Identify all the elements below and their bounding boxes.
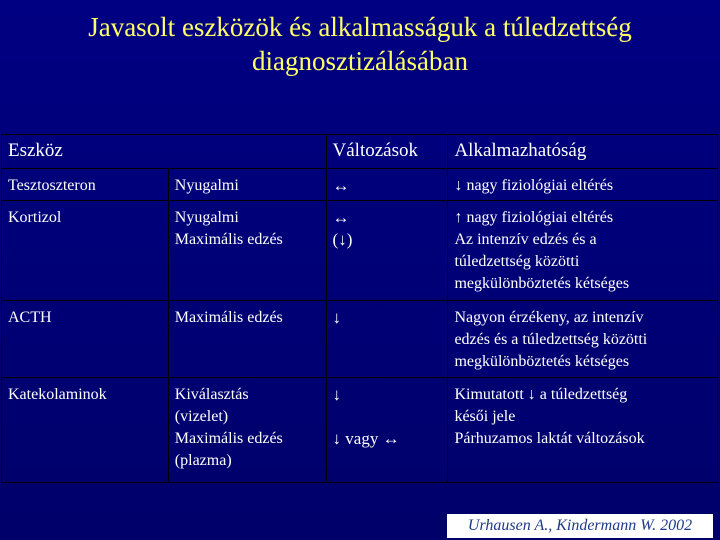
cell-condition: [168, 201, 326, 301]
table-row: [2, 301, 718, 378]
header-changes: Változások: [326, 135, 448, 169]
condition-line: (plazma): [174, 452, 232, 469]
cell-applicability: [448, 201, 718, 301]
change-line: ↔: [332, 208, 350, 227]
applicability-line: edzés és a túledzettség közötti: [454, 331, 648, 348]
change-line: ↓: [332, 385, 342, 404]
applicability-line: ↑ nagy fiziológiai eltérés: [454, 209, 614, 226]
table-row: [2, 201, 718, 301]
cell-tool: Kortizol: [2, 201, 169, 301]
cell-applicability: [448, 169, 718, 201]
applicability-line: megkülönböztetés kétséges: [454, 275, 630, 292]
condition-line: Nyugalmi: [174, 177, 239, 194]
applicability-line: Kimutatott ↓ a túledzettség: [454, 386, 628, 403]
cell-change: [326, 378, 448, 483]
title-line-2: diagnosztizálásában: [252, 46, 468, 76]
condition-line: Maximális edzés: [174, 309, 283, 326]
cell-condition: [168, 169, 326, 201]
condition-line: Maximális edzés: [174, 430, 283, 447]
condition-line: Maximális edzés: [174, 231, 283, 248]
cell-applicability: [448, 378, 718, 483]
condition-line: (vizelet): [174, 408, 229, 425]
applicability-line: késői jele: [454, 408, 516, 425]
source-citation: Urhausen A., Kindermann W. 2002: [447, 514, 713, 538]
change-line: (↓): [332, 230, 353, 249]
title-line-1: Javasolt eszközök és alkalmasságuk a túledzettség: [88, 12, 632, 42]
table-header-row: [2, 135, 718, 169]
condition-line: Kiválasztás: [174, 386, 249, 403]
applicability-line: Párhuzamos laktát változások: [454, 430, 645, 447]
cell-condition: [168, 378, 326, 483]
header-applicability: Alkalmazhatóság: [448, 135, 718, 169]
header-tool: Eszköz: [2, 135, 327, 169]
cell-tool: ACTH: [2, 301, 169, 378]
applicability-line: megkülönböztetés kétséges: [454, 353, 630, 370]
change-line: ↓: [332, 308, 342, 327]
condition-line: Nyugalmi: [174, 209, 239, 226]
change-line: ↓ vagy ↔: [332, 429, 400, 448]
slide-title: [0, 10, 720, 78]
table-row: [2, 169, 718, 201]
applicability-line: ↓ nagy fiziológiai eltérés: [454, 177, 614, 194]
cell-change: [326, 169, 448, 201]
table-row: [2, 378, 718, 483]
applicability-line: túledzettség közötti: [454, 253, 580, 270]
change-line: ↔: [332, 176, 350, 195]
cell-applicability: [448, 301, 718, 378]
applicability-line: Az intenzív edzés és a: [454, 231, 597, 248]
tools-table: [1, 134, 718, 483]
cell-tool: Katekolaminok: [2, 378, 169, 483]
cell-tool: Tesztoszteron: [2, 169, 169, 201]
cell-change: [326, 201, 448, 301]
cell-change: [326, 301, 448, 378]
applicability-line: Nagyon érzékeny, az intenzív: [454, 309, 644, 326]
cell-condition: [168, 301, 326, 378]
